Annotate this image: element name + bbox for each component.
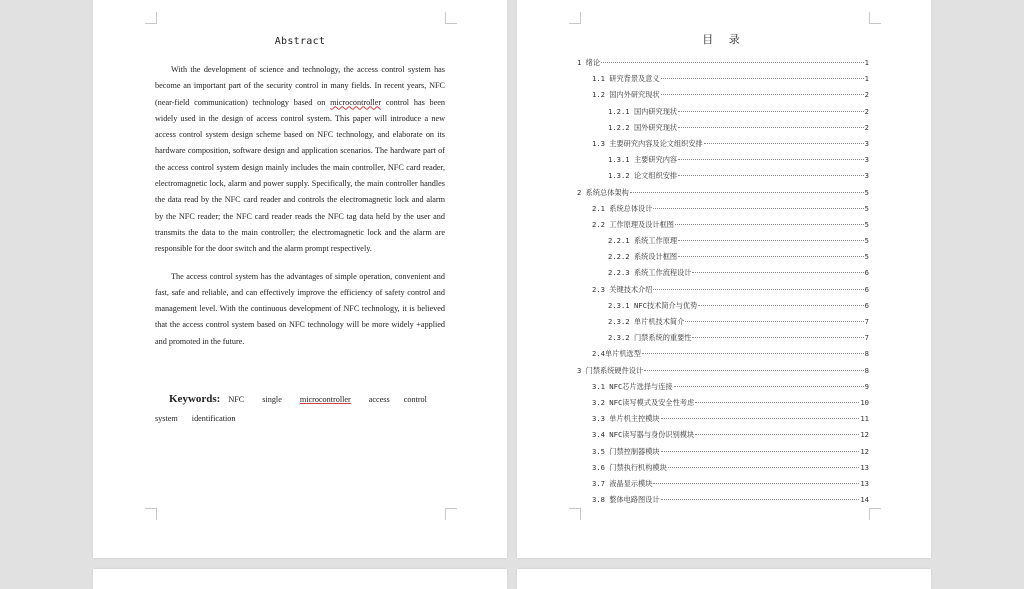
toc-entry-label: 1.3.2 论文组织安排: [608, 171, 678, 181]
toc-dot-leader: [678, 256, 864, 257]
toc-entry-page-number: 11: [860, 414, 869, 424]
toc-entry[interactable]: [577, 120, 869, 136]
margin-corner-mark: [869, 508, 881, 520]
toc-dot-leader: [661, 418, 860, 419]
toc-entry-label: 2.2.3 系统工作流程设计: [608, 268, 692, 278]
toc-entry[interactable]: [577, 460, 869, 476]
toc-entry-label: 2.3.2 单片机技术简介: [608, 317, 685, 326]
toc-dot-leader: [642, 353, 864, 354]
toc-entry-label: 2.3.1 NFC技术简介与优势: [608, 300, 698, 310]
toc-entry[interactable]: [577, 411, 869, 427]
toc-dot-leader: [704, 143, 864, 144]
toc-entry-page-number: 14: [860, 495, 869, 505]
toc-entry-label: 1.3 主要研究内容及论文组织安排: [592, 138, 703, 148]
table-of-contents: [577, 55, 869, 508]
toc-entry[interactable]: [577, 217, 869, 233]
toc-entry-page-number: 10: [860, 397, 869, 407]
toc-entry-label: 2.2 工作原理及设计框图: [592, 219, 674, 229]
toc-dot-leader: [668, 467, 860, 468]
margin-corner-mark: [445, 508, 457, 520]
abstract-paragraph-2[interactable]: The access control system has the advantages of simple operation, convenient and fast, safe and reliable, and can effectively improve the efficiency of safety control and management level. With the continuous development of NFC technology, it is believed that the access control system based on NFC technology will be more widely +applied and promoted in the future.: [155, 271, 445, 346]
paragraph-text: control has been widely used in the design of access control system. This paper will introduce a new access control system design scheme based on NFC technology, and elaborate on its hardware composition, software design and application scenarios. The hardware part of the access control system design mainly includes the main controller, NFC card reader, electromagnetic lock, alarm and power supply. Specifically, the main controller handles the data read by the NFC card reader and controls the electromagnetic lock and alarm by the NFC reader; the NFC card reader reads the NFC tag data held by the user and transmits the data to the main controller; the electromagnetic lock and the alarm are responsible for the door switch and the alarm prompt respectively.: [155, 97, 445, 254]
margin-corner-mark: [145, 508, 157, 520]
toc-dot-leader: [601, 62, 864, 63]
toc-entry-label: 3.6 门禁执行机构模块: [592, 462, 667, 472]
toc-dot-leader: [678, 111, 864, 112]
toc-dot-leader: [674, 386, 864, 387]
toc-entry-label: 3.5 门禁控制器模块: [592, 446, 660, 456]
toc-entry[interactable]: [577, 71, 869, 87]
toc-entry-page-number: 5: [864, 252, 869, 262]
toc-dot-leader: [661, 78, 864, 79]
margin-corner-mark: [869, 12, 881, 24]
toc-entry[interactable]: [577, 201, 869, 217]
toc-entry-label: 1 绪论: [577, 58, 601, 67]
toc-entry-page-number: 5: [864, 187, 869, 197]
toc-entry[interactable]: [577, 55, 869, 71]
toc-entry-page-number: 7: [864, 317, 869, 326]
toc-entry-label: 3.1 NFC芯片选择与连接: [592, 381, 673, 391]
toc-dot-leader: [692, 337, 863, 338]
toc-entry[interactable]: [577, 233, 869, 249]
toc-dot-leader: [661, 94, 864, 95]
toc-entry-page-number: 2: [864, 122, 869, 132]
keyword: single: [262, 395, 282, 404]
toc-entry-page-number: 13: [860, 478, 869, 488]
abstract-paragraph-1[interactable]: [155, 62, 445, 258]
toc-entry-label: 2.3.2 门禁系统的重要性: [608, 333, 692, 343]
toc-entry[interactable]: [577, 87, 869, 103]
toc-entry[interactable]: [577, 379, 869, 395]
toc-entry[interactable]: [577, 265, 869, 281]
toc-entry-label: 2.2.2 系统设计框图: [608, 252, 678, 262]
toc-dot-leader: [698, 305, 863, 306]
toc-entry-page-number: 13: [860, 462, 869, 472]
toc-entry-page-number: 3: [864, 155, 869, 165]
toc-entry[interactable]: [577, 104, 869, 120]
toc-entry[interactable]: [577, 314, 869, 330]
abstract-title: Abstract: [274, 36, 326, 47]
toc-entry-label: 3.2 NFC读写模式及安全性考虑: [592, 397, 695, 407]
toc-dot-leader: [685, 321, 863, 322]
toc-entry[interactable]: [577, 427, 869, 443]
toc-entry-page-number: 8: [864, 365, 869, 375]
document-page-abstract[interactable]: [93, 0, 507, 558]
toc-entry[interactable]: [577, 249, 869, 265]
toc-dot-leader: [644, 370, 864, 371]
toc-dot-leader: [678, 127, 864, 128]
toc-entry-label: 3.7 液晶显示模块: [592, 478, 653, 488]
toc-dot-leader: [678, 159, 864, 160]
toc-title: 目 录: [702, 33, 746, 46]
toc-entry-label: 1.3.1 主要研究内容: [608, 155, 678, 165]
toc-entry-page-number: 9: [864, 381, 869, 391]
toc-entry-page-number: 5: [864, 203, 869, 213]
spellcheck-flagged-keyword[interactable]: microcontroller: [299, 395, 351, 404]
toc-entry[interactable]: [577, 444, 869, 460]
paragraph-text: With the development of science and technology, the access control system has become an important part of the security control in many fields. In recent years, NFC (near-field communication) technology based on: [155, 65, 445, 107]
toc-entry-label: 3.3 单片机主控模块: [592, 414, 660, 424]
toc-entry-page-number: 2: [864, 106, 869, 116]
toc-entry-page-number: 7: [864, 333, 869, 343]
toc-entry[interactable]: [577, 395, 869, 411]
toc-dot-leader: [692, 272, 863, 273]
toc-entry-page-number: 3: [864, 171, 869, 181]
toc-entry-label: 2.3 关键技术介绍: [592, 284, 653, 294]
toc-entry-page-number: 12: [860, 430, 869, 440]
toc-entry[interactable]: [577, 476, 869, 492]
toc-dot-leader: [630, 192, 864, 193]
toc-dot-leader: [653, 208, 863, 209]
keywords-label: Keywords:: [169, 393, 221, 405]
toc-entry-label: 2.4单片机选型: [592, 349, 641, 359]
toc-dot-leader: [675, 224, 864, 225]
toc-entry-label: 1.1 研究背景及意义: [592, 74, 660, 84]
toc-entry-page-number: 3: [864, 138, 869, 148]
keywords-line[interactable]: [155, 390, 445, 428]
toc-entry-page-number: 1: [864, 58, 869, 67]
toc-entry-label: 3.8 整体电路图设计: [592, 495, 660, 505]
document-page-toc[interactable]: [517, 0, 931, 558]
toc-entry-label: 2.1 系统总体设计: [592, 203, 653, 213]
abstract-body[interactable]: [155, 62, 445, 350]
toc-entry-label: 3 门禁系统硬件设计: [577, 365, 644, 375]
toc-dot-leader: [661, 499, 860, 500]
document-page-next-left[interactable]: [93, 569, 507, 589]
toc-entry-label: 3.4 NFC读写器与身份识别模块: [592, 430, 695, 440]
toc-entry[interactable]: [577, 185, 869, 201]
margin-corner-mark: [445, 12, 457, 24]
toc-dot-leader: [661, 451, 860, 452]
margin-corner-mark: [569, 12, 581, 24]
toc-dot-leader: [678, 175, 864, 176]
toc-entry-page-number: 6: [864, 284, 869, 294]
toc-entry[interactable]: [577, 330, 869, 346]
toc-entry[interactable]: [577, 298, 869, 314]
toc-entry-label: 1.2.1 国内研究现状: [608, 106, 678, 116]
toc-dot-leader: [653, 289, 863, 290]
toc-entry[interactable]: [577, 282, 869, 298]
toc-dot-leader: [678, 240, 864, 241]
toc-dot-leader: [695, 434, 859, 435]
toc-entry-page-number: 2: [864, 90, 869, 100]
toc-entry-label: 1.2.2 国外研究现状: [608, 122, 678, 132]
keyword: NFC: [228, 395, 245, 404]
toc-entry-label: 2 系统总体架构: [577, 187, 629, 197]
toc-entry-label: 2.2.1 系统工作原理: [608, 236, 678, 246]
toc-entry-page-number: 12: [860, 446, 869, 456]
toc-entry[interactable]: [577, 168, 869, 184]
toc-entry[interactable]: [577, 152, 869, 168]
toc-entry[interactable]: [577, 363, 869, 379]
toc-entry[interactable]: [577, 136, 869, 152]
toc-dot-leader: [653, 483, 859, 484]
toc-entry-page-number: 5: [864, 236, 869, 246]
toc-entry[interactable]: [577, 346, 869, 362]
toc-dot-leader: [695, 402, 859, 403]
toc-entry-page-number: 1: [864, 74, 869, 84]
document-page-next-right[interactable]: [517, 569, 931, 589]
toc-entry[interactable]: [577, 492, 869, 508]
margin-corner-mark: [145, 12, 157, 24]
toc-entry-page-number: 6: [864, 300, 869, 310]
toc-entry-page-number: 6: [864, 268, 869, 278]
margin-corner-mark: [569, 508, 581, 520]
spellcheck-flagged-word[interactable]: microcontroller: [330, 97, 382, 107]
toc-entry-page-number: 5: [864, 219, 869, 229]
toc-entry-label: 1.2 国内外研究现状: [592, 90, 660, 100]
toc-entry-page-number: 8: [864, 349, 869, 359]
keyword: access control system identification: [155, 395, 427, 423]
